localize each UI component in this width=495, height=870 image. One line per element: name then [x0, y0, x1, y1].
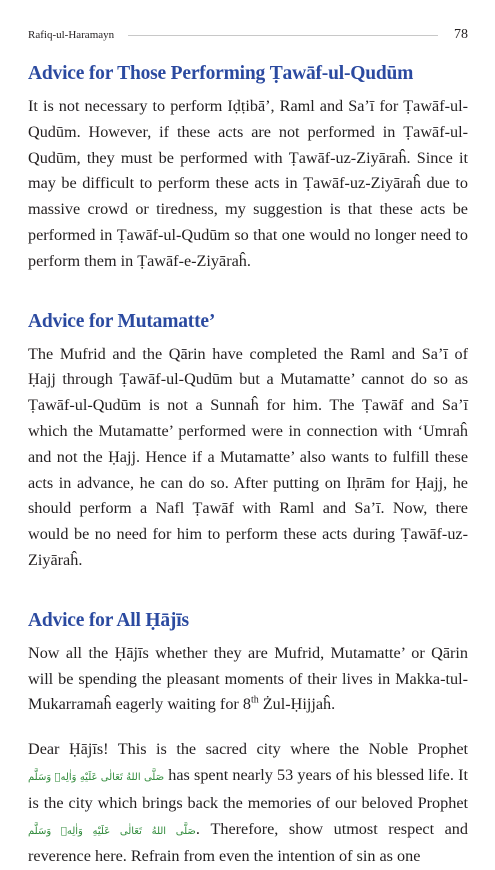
paragraph-text: Żul-Ḥijjaĥ.: [258, 695, 336, 714]
page-content: [28, 60, 468, 870]
paragraph-text: has spent nearly 53 years of his blessed life. It is the city which brings back the memories of our beloved Prophet: [28, 765, 468, 812]
section-all-hajis: [28, 607, 468, 870]
section-heading: Advice for Mutamatte’: [28, 310, 216, 332]
page-number: 78: [454, 27, 468, 42]
paragraph-text: Dear Ḥājīs! This is the sacred city where the Noble Prophet: [28, 740, 468, 759]
salawat-calligraphy: صَلَّى اللهُ تَعَالٰى عَلَيْهِ وَاٰلِهٖ وَسَلَّم: [28, 771, 165, 783]
section-heading: Advice for Those Performing Ṭawāf-ul-Qudūm: [28, 63, 414, 84]
running-header: [28, 27, 468, 43]
paragraph-text: . Therefore, show utmost respect and reverence here. Refrain from even the intention of sin as one: [28, 819, 468, 866]
book-title: Rafiq-ul-Haramayn: [28, 29, 115, 41]
section-tawaf-ul-qudum: [28, 60, 468, 275]
section-heading: Advice for All Ḥājīs: [28, 609, 189, 631]
paragraph: [28, 641, 468, 718]
paragraph: The Mufrid and the Qārin have completed the Raml and Sa’ī of Ḥajj through Ṭawāf-ul-Qudūm but a Mutamatte’ cannot do so as Ṭawāf-ul-Qudūm is not a Sunnaĥ for him. The Ṭawāf and Sa’ī which the Mutamatte’ performed were in connection with ‘Umraĥ and not the Ḥajj. Hence if a Mutamatte’ also wants to fulfill these acts in advance, he can do so. After putting on Iḥrām for Ḥajj, he should perform a Nafl Ṭawāf with Raml and Sa’ī. Now, there would be no need for him to perform these acts during Ṭawāf-uz-Ziyāraĥ.: [28, 344, 468, 569]
paragraph-text: Now all the Ḥājīs whether they are Mufrid, Mutamatte’ or Qārin will be spending the pleasant moments of their lives in Makka-tul-Mukarramaĥ eagerly waiting for 8: [28, 643, 468, 714]
paragraph: It is not necessary to perform Iḍṭibā’, Raml and Sa’ī for Ṭawāf-ul-Qudūm. However, if these acts are not performed in Ṭawāf-ul-Qudūm, they must be performed with Ṭawāf-uz-Ziyāraĥ. Since it may be difficult to perform these acts in Ṭawāf-uz-Ziyāraĥ due to massive crowd or tiredness, my suggestion is that these acts be performed in Ṭawāf-ul-Qudūm so that one would no longer need to perform them in Ṭawāf-e-Ziyāraĥ.: [28, 97, 468, 270]
paragraph: [28, 737, 468, 870]
header-rule: [128, 35, 438, 36]
ordinal-suffix: th: [250, 694, 259, 706]
salawat-calligraphy: صَلَّى اللهُ تَعَالٰى عَلَيْهِ وَاٰلِهٖ وَسَلَّم: [28, 825, 196, 837]
section-mutamatte: [28, 308, 468, 574]
